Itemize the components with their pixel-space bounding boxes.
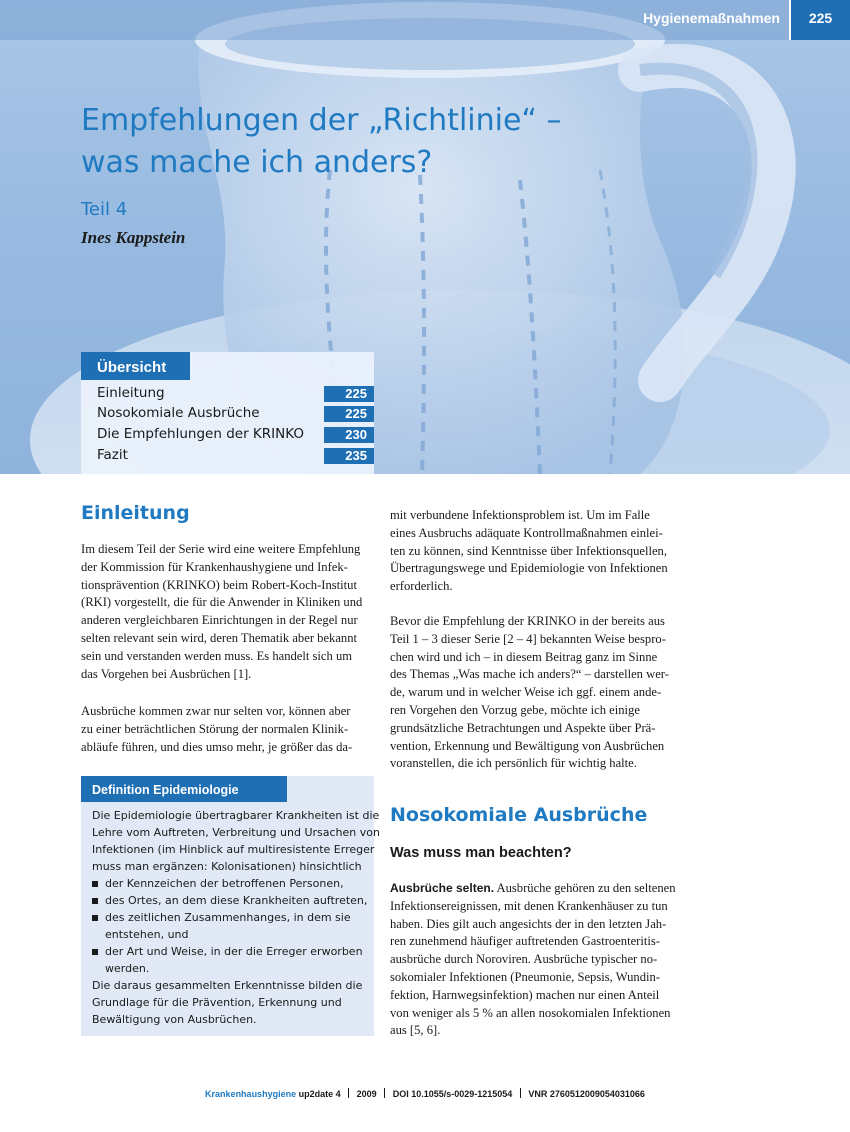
definition-bullet-text: der Kennzeichen der betroffenen Personen, (105, 877, 344, 890)
overview-item[interactable] (81, 446, 374, 466)
overview-box (81, 352, 374, 474)
footer-issue: up2date 4 (298, 1089, 341, 1099)
footer-journal: Krankenhaushygiene (205, 1089, 297, 1099)
text-line: vention, Erkennung und Bewältigung von Ausbrüchen (390, 738, 665, 753)
text-line: ren Vorgehen den Vorzug gebe, möchte ich einige (390, 702, 640, 717)
footer-separator (348, 1088, 349, 1098)
overview-item[interactable] (81, 404, 374, 424)
text-line: sein und verstanden werden muss. Es handelt sich um (81, 648, 353, 663)
text-line: ren zunehmend häufiger auftretenden Gastroenteritis- (390, 934, 660, 949)
hero-image-area (0, 0, 850, 474)
text-line: (RKI) vorgestellt, die für die Anwender in Kliniken und (81, 595, 363, 610)
text-line: voranstellen, die ich persönlich für wichtig halte. (390, 756, 637, 771)
overview-item[interactable] (81, 384, 374, 404)
definition-title: Definition Epidemiologie (92, 783, 239, 797)
text-line: das Vorgehen bei Ausbrüchen [1]. (81, 666, 252, 681)
footer-doi: DOI 10.1055/s-0029-1215054 (392, 1089, 513, 1099)
text-line: eines Ausbruchs adäquate Kontrollmaßnahmen einlei- (390, 525, 663, 540)
overview-item-label: Einleitung (97, 385, 165, 401)
definition-text: Lehre vom Auftreten, Verbreitung und Ursachen von (92, 826, 380, 839)
text-line: Infektionsereignissen, mit denen Krankenhäuser zu tun (390, 898, 668, 913)
text-line: mit verbundene Infektionsproblem ist. Um im Falle (390, 508, 650, 522)
definition-text: Die Epidemiologie übertragbarer Krankheiten ist die (92, 809, 380, 822)
paragraph-continuation (390, 507, 668, 596)
paragraph-outbreaks-rare (81, 703, 352, 756)
overview-item-page: 225 (324, 406, 374, 422)
text-line: ten zu können, sind Kenntnisse über Infektionsquellen, (390, 543, 668, 558)
definition-bullet-text: werden. (105, 962, 150, 975)
text-line: Ausbrüche kommen zwar nur selten vor, können aber (81, 704, 351, 718)
bullet-icon (92, 915, 98, 921)
overview-item-label: Fazit (97, 447, 128, 463)
overview-item-page: 235 (324, 448, 374, 464)
definition-box (81, 776, 380, 1036)
text-line: Teil 1 – 3 dieser Serie [2 – 4] bekannten Weise bespro- (390, 631, 666, 646)
footer-separator (384, 1088, 385, 1098)
paragraph-outbreaks-rare-detail (390, 880, 676, 1040)
definition-text: Die daraus gesammelten Erkenntnisse bilden die (92, 979, 363, 992)
text-line: tionsprävention (KRINKO) beim Robert-Koch-Institut (81, 577, 357, 592)
heading-einleitung: Einleitung (81, 502, 190, 524)
footer-year: 2009 (356, 1089, 377, 1099)
text-line (390, 880, 676, 898)
text-line: Im diesem Teil der Serie wird eine weitere Empfehlung (81, 542, 361, 556)
page-footer (0, 1088, 850, 1099)
bullet-icon (92, 898, 98, 904)
heading-nosokomiale-ausbrueche: Nosokomiale Ausbrüche (390, 804, 648, 826)
text-line: de, warum und in welcher Weise ich ggf. einem ande- (390, 685, 662, 700)
paragraph-intro (81, 541, 362, 683)
paragraph-lead: Ausbrüche selten. (390, 881, 495, 895)
overview-item[interactable] (81, 425, 374, 445)
overview-header (81, 352, 190, 380)
definition-bullet-text: entstehen, und (105, 928, 189, 941)
text-line: Übertragungswege und Epidemiologie von Infektionen (390, 561, 668, 576)
overview-item-label: Nosokomiale Ausbrüche (97, 405, 260, 421)
text-line: aus [5, 6]. (390, 1023, 441, 1038)
definition-text: Bewältigung von Ausbrüchen. (92, 1013, 257, 1026)
bullet-icon (92, 949, 98, 955)
text-line: chen wird und ich – in diesem Beitrag ganz im Sinne (390, 649, 658, 664)
article-subtitle: Teil 4 (81, 199, 128, 220)
subheading-beachten: Was muss man beachten? (390, 845, 572, 861)
definition-text: Infektionen (im Hinblick auf multiresistente Erreger (92, 843, 375, 856)
text-line: anderen vergleichbaren Einrichtungen in der Regel nur (81, 613, 358, 628)
text-line: abläufe führen, und dies umso mehr, je größer das da- (81, 739, 353, 754)
overview-item-page: 230 (324, 427, 374, 443)
definition-text: Grundlage für die Prävention, Erkennung und (92, 996, 342, 1009)
text-line: grundsätzliche Betrachtungen und Aspekte über Prä- (390, 720, 656, 735)
section-label: Hygienemaßnahmen (643, 10, 780, 26)
text-line: der Kommission für Krankenhaushygiene und Infek- (81, 559, 348, 574)
text-line: sokomialer Infektionen (Pneumonie, Sepsis, Wundin- (390, 969, 660, 984)
text-line: haben. Dies gilt auch angesichts der in den letzten Jah- (390, 916, 667, 931)
text-line: selten relevant sein wird, deren Thematik aber bekannt (81, 630, 358, 645)
footer-separator (520, 1088, 521, 1098)
definition-bullet-text: des Ortes, an dem diese Krankheiten auftreten, (105, 894, 368, 907)
footer-vnr: VNR 2760512009054031066 (528, 1089, 645, 1099)
title-line-2: was mache ich anders? (81, 145, 433, 180)
definition-bullet-text: der Art und Weise, in der die Erreger erworben (105, 945, 363, 958)
bullet-icon (92, 881, 98, 887)
text-fragment: Ausbrüche gehören zu den seltenen (494, 881, 676, 895)
definition-bullet-text: des zeitlichen Zusammenhanges, in dem sie (105, 911, 351, 924)
overview-item-page: 225 (324, 386, 374, 402)
text-line: ausbrüche durch Noroviren. Ausbrüche typischer no- (390, 952, 658, 967)
page-number: 225 (808, 10, 833, 26)
text-line: zu einer beträchtlichen Störung der normalen Klinik- (81, 721, 349, 736)
text-line: von weniger als 5 % an allen nosokomialen Infektionen (390, 1005, 671, 1020)
text-line: fektion, Harnwegsinfektion) machen nur einen Anteil (390, 987, 660, 1002)
text-line: erforderlich. (390, 579, 453, 594)
text-line: Bevor die Empfehlung der KRINKO in der bereits aus (390, 614, 665, 628)
paragraph-krinko-intro (390, 613, 669, 773)
definition-header (81, 776, 287, 802)
overview-title: Übersicht (97, 359, 167, 376)
article-author: Ines Kappstein (81, 228, 186, 247)
text-line: des Themas „Was mache ich anders?“ – darstellen wer- (390, 667, 669, 682)
article-title (81, 100, 681, 184)
page-number-box (789, 0, 850, 40)
definition-text: muss man ergänzen: Kolonisationen) hinsichtlich (92, 860, 362, 873)
title-line-1: Empfehlungen der „Richtlinie“ – (81, 103, 562, 138)
overview-item-label: Die Empfehlungen der KRINKO (97, 426, 304, 442)
